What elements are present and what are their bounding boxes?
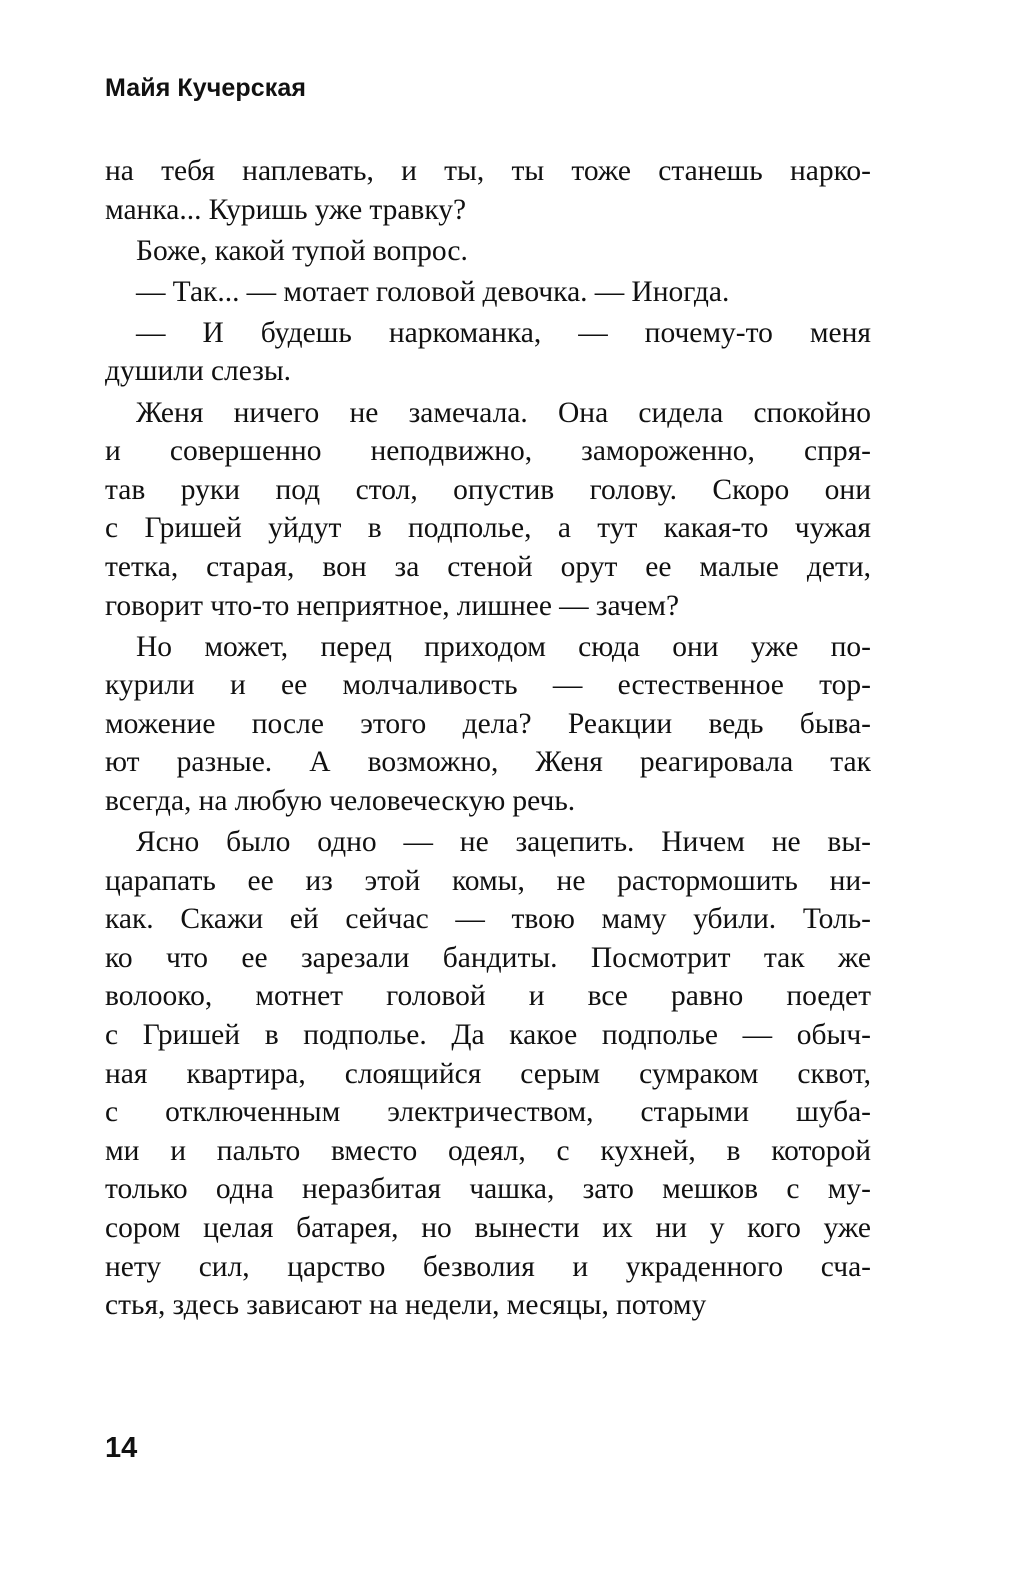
body-text-block [105, 152, 871, 1325]
text-line: нету сил, царство безволия и украденного сча- [105, 1250, 871, 1283]
text-line: ко что ее зарезали бандиты. Посмотрит так же [105, 941, 871, 974]
text-line: — Так... — мотает головой девочка. — Иногда. [136, 275, 730, 308]
text-line: Ясно было одно — не зацепить. Ничем не вы- [136, 826, 871, 859]
paragraph [105, 823, 871, 1325]
text-line: только одна неразбитая чашка, зато мешков с му- [105, 1173, 871, 1206]
text-line: Женя ничего не замечала. Она сидела спокойно [136, 396, 871, 429]
text-line: волооко, мотнет головой и все равно поедет [105, 980, 871, 1013]
text-line: с Гришей уйдут в подполье, а тут какая-то чужая [105, 512, 871, 545]
text-line: сором целая батарея, но вынести их ни у кого уже [105, 1212, 871, 1245]
running-header-author: Майя Кучерская [105, 74, 307, 102]
text-line: говорит что-то неприятное, лишнее — зачем? [105, 589, 680, 622]
text-line: на тебя наплевать, и ты, ты тоже станешь нарко- [105, 155, 871, 187]
text-line: ная квартира, слоящийся серым сумраком сквот, [105, 1057, 871, 1090]
page-number: 14 [105, 1432, 138, 1464]
paragraph [105, 394, 871, 626]
paragraph [105, 273, 871, 312]
text-line: ми и пальто вместо одеял, с кухней, в которой [105, 1134, 871, 1167]
text-line: царапать ее из этой комы, не растормошить ни- [105, 864, 871, 897]
text-line: с отключенным электричеством, старыми шуба- [105, 1096, 871, 1129]
text-line: тетка, старая, вон за стеной орут ее малые дети, [105, 550, 871, 583]
text-line: тав руки под стол, опустив голову. Скоро они [105, 473, 871, 506]
text-line: стья, здесь зависают на недели, месяцы, потому [105, 1289, 707, 1322]
text-line: всегда, на любую человеческую речь. [105, 785, 576, 817]
text-line: ют разные. А возможно, Женя реагировала так [105, 746, 871, 779]
paragraph [105, 232, 871, 271]
paragraph [105, 152, 871, 229]
text-line: курили и ее молчаливость — естественное тор- [105, 669, 871, 702]
text-line: Боже, какой тупой вопрос. [136, 234, 468, 267]
paragraph [105, 628, 871, 821]
text-line: и совершенно неподвижно, замороженно, спря- [105, 435, 871, 468]
text-line: — И будешь наркоманка, — почему-то меня [136, 316, 871, 349]
paragraph [105, 314, 871, 391]
text-line: как. Скажи ей сейчас — твою маму убили. Толь- [105, 903, 871, 936]
text-line: Но может, перед приходом сюда они уже по- [136, 630, 871, 663]
text-line: с Гришей в подполье. Да какое подполье — обыч- [105, 1019, 871, 1052]
text-line: манка... Куришь уже травку? [105, 193, 467, 226]
text-line: душили слезы. [105, 355, 292, 388]
text-line: можение после этого дела? Реакции ведь быва- [105, 707, 871, 740]
